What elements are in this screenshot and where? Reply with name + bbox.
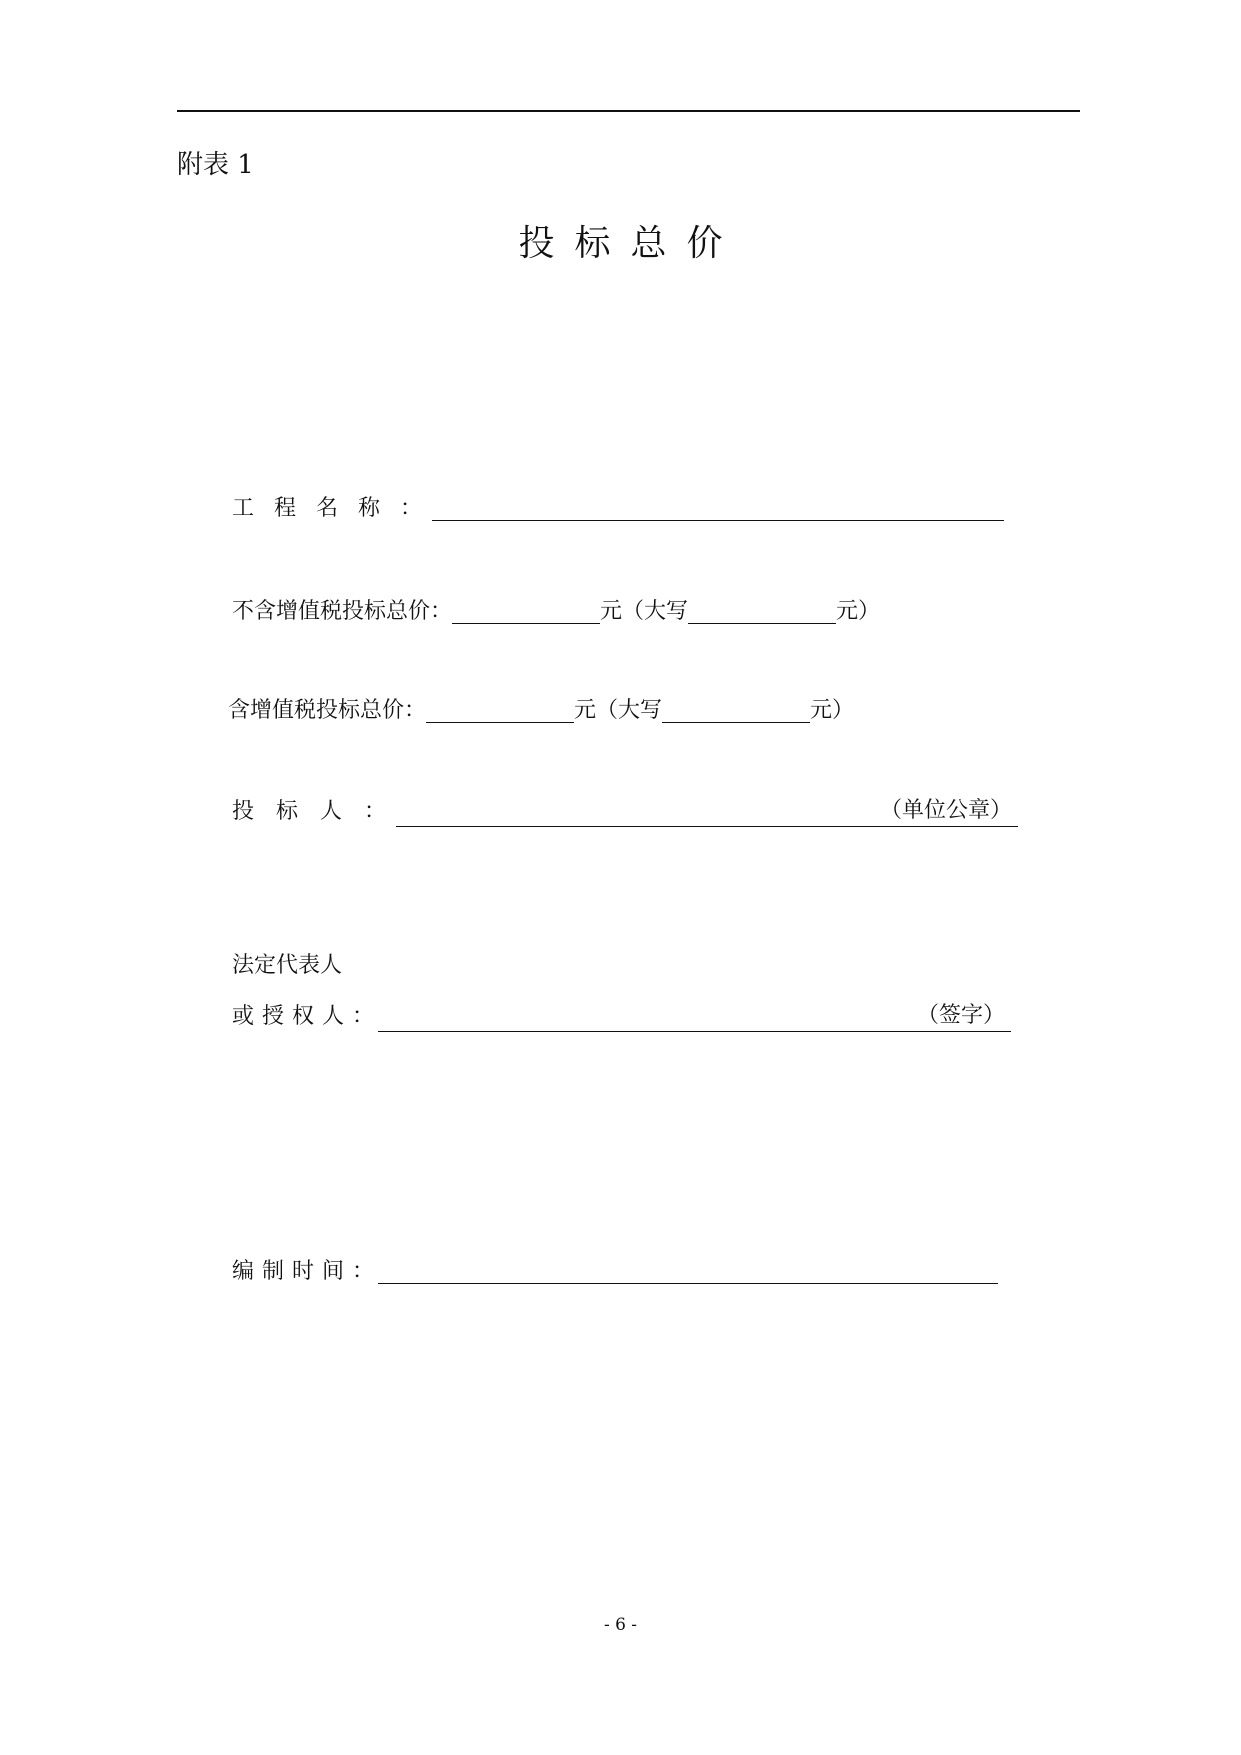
page-number: - 6 - [603,1615,638,1635]
price-excl-vat-closing: 元） [836,599,881,624]
price-excl-vat-amount-field[interactable] [452,599,600,624]
project-name-row [232,494,1004,524]
price-incl-vat-words-field[interactable] [662,698,810,723]
bidder-field[interactable] [396,796,1018,827]
legal-rep-field[interactable] [378,1001,1011,1032]
legal-rep-label-line1: 法定代表人 [232,953,343,978]
price-excl-vat-row [232,597,880,627]
page-title: 投标总价 [518,223,743,264]
prepared-date-row [232,1257,998,1287]
price-incl-vat-unit: 元（大写 [574,698,663,723]
price-incl-vat-amount-field[interactable] [426,698,574,723]
bidder-row [232,796,1018,827]
legal-rep-signature-note: （签字） [917,1003,1006,1028]
annex-label: 附表 1 [177,150,254,180]
bidder-seal-note: （单位公章） [880,798,1013,823]
prepared-date-field[interactable] [378,1259,998,1284]
price-excl-vat-unit: 元（大写 [600,599,689,624]
project-name-label: 工程名称： [232,496,443,521]
legal-rep-row [232,1001,1011,1032]
legal-rep-label-line2: 或授权人： [232,1004,383,1029]
price-excl-vat-label: 不含增值税投标总价： [232,599,453,624]
price-excl-vat-words-field[interactable] [688,599,836,624]
bidder-label: 投标人： [232,799,409,824]
price-incl-vat-row [228,696,854,726]
project-name-field[interactable] [432,496,1004,521]
price-incl-vat-label: 含增值税投标总价： [228,698,427,723]
price-incl-vat-closing: 元） [810,698,855,723]
prepared-date-label: 编制时间： [232,1259,383,1284]
header-rule [177,110,1080,112]
